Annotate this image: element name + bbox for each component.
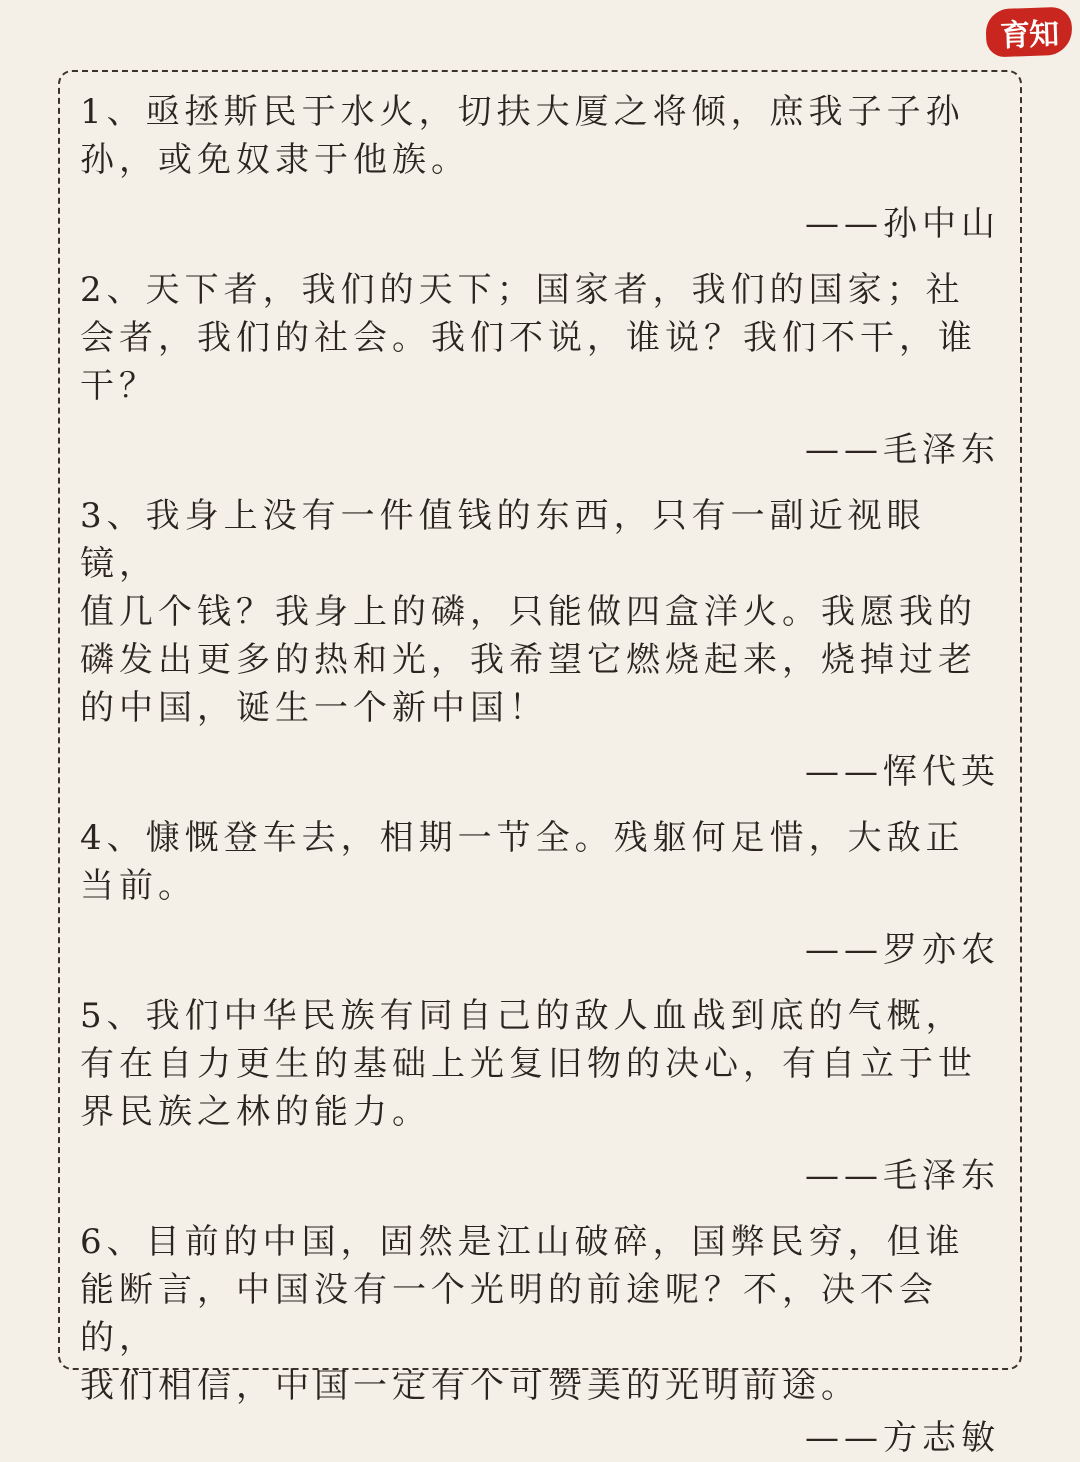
quote-text: 1、亟拯斯民于水火，切扶大厦之将倾，庶我子子孙 孙，或免奴隶于他族。	[80, 92, 965, 180]
quote-author: ——罗亦农	[805, 930, 1000, 970]
quote-text: 4、慷慨登车去，相期一节全。残躯何足惜，大敌正 当前。	[80, 818, 965, 906]
brand-logo: 育知	[985, 7, 1073, 58]
quote-6	[80, 1218, 1000, 1462]
quote-author: ——方志敏	[805, 1418, 1000, 1458]
quote-2	[80, 266, 1000, 474]
quote-5	[80, 992, 1000, 1200]
quote-4	[80, 814, 1000, 974]
quote-text: 3、我身上没有一件值钱的东西，只有一副近视眼镜， 值几个钱？我身上的磷，只能做四盒洋火。我愿我的 磷发出更多的热和光，我希望它燃烧起来，烧掉过老 的中国，诞生一个新中国！	[80, 496, 977, 728]
quote-author: ——孙中山	[805, 204, 1000, 244]
quote-3	[80, 492, 1000, 796]
quote-author: ——毛泽东	[805, 430, 1000, 470]
quote-author: ——毛泽东	[805, 1156, 1000, 1196]
quote-1	[80, 88, 1000, 248]
quote-text: 5、我们中华民族有同自己的敌人血战到底的气概， 有在自力更生的基础上光复旧物的决心，有自立于世 界民族之林的能力。	[80, 996, 977, 1132]
quote-text: 6、目前的中国，固然是江山破碎，国弊民穷，但谁 能断言，中国没有一个光明的前途呢？不，决不会的， 我们相信，中国一定有个可赞美的光明前途。	[80, 1222, 965, 1406]
quote-author: ——恽代英	[805, 752, 1000, 792]
quotes-list	[80, 88, 1000, 1462]
quote-text: 2、天下者，我们的天下；国家者，我们的国家；社 会者，我们的社会。我们不说，谁说？我们不干，谁 干？	[80, 270, 977, 406]
